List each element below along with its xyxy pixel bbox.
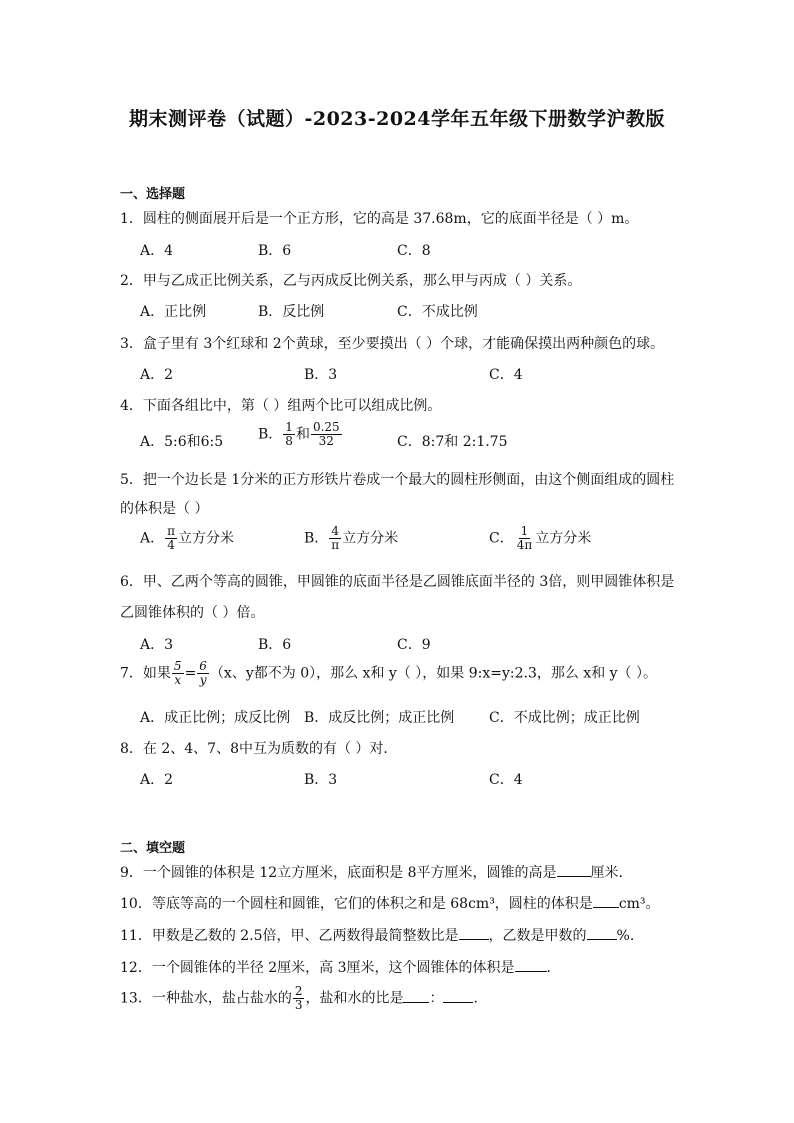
- fraction: [165, 525, 177, 552]
- question-text: .: [546, 960, 551, 976]
- question-9: [120, 862, 633, 882]
- option-label: A．: [140, 530, 165, 547]
- q8-option-b: B．3: [304, 772, 338, 788]
- question-7-suffix: （x、y都不为 0），那么 x和 y（ ），如果 9:x=y:2.3，那么 x和 y（ ）。: [209, 665, 657, 682]
- unit-text: 立方分米: [178, 530, 235, 547]
- conjunction: 和: [295, 426, 310, 443]
- question-12: [120, 957, 551, 977]
- q2-option-c: C．不成比例: [397, 304, 478, 320]
- question-6-line-2: 乙圆锥体积的（ ）倍。: [120, 605, 265, 621]
- q7-option-a: A．成正比例；成反比例: [140, 710, 291, 726]
- q1-option-b: B．6: [258, 243, 292, 259]
- q6-option-b: B．6: [258, 637, 292, 653]
- fraction-numerator: 6: [199, 659, 207, 673]
- unit-text: 立方分米: [535, 530, 592, 547]
- q1-option-a: A．4: [140, 243, 174, 259]
- q1-option-c: C．8: [397, 243, 431, 259]
- question-text: .: [473, 990, 478, 1007]
- q5-option-c: [489, 525, 591, 552]
- q4-option-a: A．5:6和6:5: [140, 434, 224, 450]
- fraction-numerator: 4: [331, 524, 340, 538]
- question-6-line-1: 6．甲、乙两个等高的圆锥，甲圆锥的底面半径是乙圆锥底面半径的 3倍，则甲圆锥体积是: [120, 574, 675, 590]
- fraction-numerator: 1: [520, 524, 529, 538]
- q7-option-c: C．不成比例；成正比例: [489, 710, 640, 726]
- q5-option-a: [140, 525, 234, 552]
- fraction-numerator: 0.25: [312, 420, 340, 434]
- q8-option-c: C．4: [489, 772, 523, 788]
- fraction-denominator: 3: [294, 998, 303, 1012]
- fraction: [311, 421, 342, 448]
- equals-sign: =: [184, 665, 197, 682]
- fraction: [197, 660, 209, 687]
- option-label: C．: [489, 530, 514, 547]
- q2-option-b: B．反比例: [258, 304, 325, 320]
- q3-option-c: C．4: [489, 367, 523, 383]
- unit-text: 立方分米: [342, 530, 399, 547]
- question-text: 厘米．: [590, 865, 633, 881]
- question-text: %.: [616, 928, 635, 944]
- q6-option-a: A．3: [140, 637, 174, 653]
- question-3: 3．盒子里有 3个红球和 2个黄球，至少要摸出（ ）个球，才能确保摸出两种颜色的球。: [120, 336, 665, 352]
- colon: ：: [429, 990, 444, 1007]
- q3-option-b: B．3: [304, 367, 338, 383]
- q6-option-c: C．9: [397, 637, 431, 653]
- answer-blank[interactable]: [593, 895, 619, 908]
- fraction-denominator: 8: [285, 434, 293, 448]
- page-title: 期末测评卷（试题）-2023-2024学年五年级下册数学沪教版: [128, 108, 666, 130]
- answer-blank[interactable]: [515, 959, 547, 972]
- question-13: [120, 985, 478, 1012]
- answer-blank[interactable]: [557, 864, 591, 877]
- q4-option-b-label: B．: [258, 426, 283, 443]
- question-8: 8．在 2、4、7、8中互为质数的有（ ）对．: [120, 741, 398, 757]
- answer-blank[interactable]: [443, 990, 473, 1003]
- fraction-denominator: 4: [167, 538, 175, 552]
- section-heading-choice: 一、选择题: [120, 187, 186, 202]
- question-11: [120, 925, 634, 945]
- q7-option-b: B．成反比例；成正比例: [304, 710, 455, 726]
- question-text: 10．等底等高的一个圆柱和圆锥，它们的体积之和是 68cm³，圆柱的体积是: [120, 896, 593, 912]
- question-text: ，乙数是甲数的: [488, 928, 587, 944]
- section-heading-fill: 二、填空题: [120, 841, 186, 856]
- answer-blank[interactable]: [587, 927, 617, 940]
- fraction-denominator: 32: [318, 434, 334, 448]
- question-1: 1．圆柱的侧面展开后是一个正方形，它的高是 37.68m，它的底面半径是（ ）m。: [120, 211, 639, 227]
- question-5-line-1: 5．把一个边长是 1分米的正方形铁片卷成一个最大的圆柱形侧面，由这个侧面组成的圆柱: [120, 472, 675, 488]
- question-text: cm³。: [618, 896, 660, 912]
- fraction-numerator: 5: [173, 659, 182, 673]
- fraction: [293, 985, 305, 1012]
- q2-option-a: A．正比例: [140, 304, 207, 320]
- question-7-prefix: 7．如果: [120, 665, 171, 682]
- fraction: [515, 525, 535, 552]
- fraction: [172, 660, 184, 687]
- fraction-denominator: x: [174, 673, 182, 687]
- option-label: B．: [304, 530, 329, 547]
- question-text: 13．一种盐水，盐占盐水的: [120, 990, 292, 1007]
- answer-blank[interactable]: [403, 990, 429, 1003]
- answer-blank[interactable]: [459, 927, 489, 940]
- question-10: [120, 893, 660, 913]
- fraction-numerator: 1: [285, 420, 293, 434]
- fraction-denominator: 4π: [516, 538, 533, 552]
- fraction: [329, 525, 341, 552]
- fraction-numerator: π: [167, 524, 176, 538]
- question-4: 4．下面各组比中，第（ ）组两个比可以组成比例。: [120, 398, 442, 414]
- question-text: 11．甲数是乙数的 2.5倍，甲、乙两数得最简整数比是: [120, 928, 459, 944]
- fraction: [283, 421, 295, 448]
- question-2: 2．甲与乙成正比例关系，乙与丙成反比例关系，那么甲与丙成（ ）关系。: [120, 273, 582, 289]
- fraction-denominator: y: [199, 673, 207, 687]
- question-5-line-2: 的体积是（ ）: [120, 501, 209, 517]
- q3-option-a: A．2: [140, 367, 174, 383]
- question-text: ，盐和水的比是: [305, 990, 404, 1007]
- q4-option-b: [258, 421, 343, 448]
- question-text: 9．一个圆锥的体积是 12立方厘米，底面积是 8平方厘米，圆锥的高是: [120, 865, 557, 881]
- q8-option-a: A．2: [140, 772, 174, 788]
- fraction-denominator: π: [331, 538, 340, 552]
- q5-option-b: [304, 525, 398, 552]
- question-text: 12．一个圆锥体的半径 2厘米，高 3厘米，这个圆锥体的体积是: [120, 960, 515, 976]
- fraction-numerator: 2: [294, 984, 303, 998]
- question-7: [120, 660, 657, 687]
- q4-option-c: C．8:7和 2:1.75: [397, 434, 508, 450]
